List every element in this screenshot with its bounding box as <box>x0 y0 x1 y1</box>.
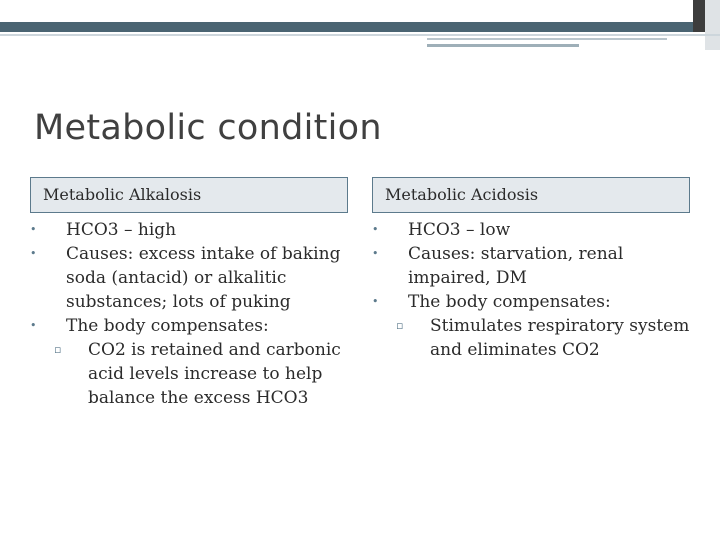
slide-title: Metabolic condition <box>34 108 382 148</box>
bullet-icon: • <box>30 319 37 332</box>
list-item-text: The body compensates: <box>408 292 611 312</box>
top-decorative-bar <box>0 22 720 32</box>
bullet-icon: • <box>30 223 37 236</box>
bullet-icon: • <box>372 223 379 236</box>
decorative-thin-line <box>0 34 720 36</box>
list-item-text: Stimulates respiratory system and eliminates CO2 <box>430 316 690 360</box>
sub-bullet-icon: ▫ <box>54 343 62 356</box>
list-item <box>30 218 348 242</box>
bullet-icon: • <box>372 247 379 260</box>
list-item <box>372 314 690 362</box>
top-right-light-block <box>705 0 720 50</box>
alkalosis-column-header: Metabolic Alkalosis <box>30 177 348 213</box>
list-item-text: Causes: starvation, renal impaired, DM <box>408 244 624 288</box>
acidosis-column-header: Metabolic Acidosis <box>372 177 690 213</box>
decorative-accent-line-short <box>427 44 579 47</box>
list-item <box>372 218 690 242</box>
list-item <box>30 314 348 338</box>
decorative-accent-line <box>427 38 667 40</box>
list-item <box>372 242 690 290</box>
sub-bullet-icon: ▫ <box>396 319 404 332</box>
list-item-text: Causes: excess intake of baking soda (antacid) or alkalitic substances; lots of puking <box>66 244 341 312</box>
list-item <box>30 242 348 314</box>
list-item <box>30 338 348 410</box>
bullet-icon: • <box>372 295 379 308</box>
list-item-text: CO2 is retained and carbonic acid levels increase to help balance the excess HCO3 <box>88 340 341 408</box>
acidosis-bullet-list <box>372 218 690 362</box>
list-item-text: HCO3 – low <box>408 220 511 240</box>
list-item <box>372 290 690 314</box>
bullet-icon: • <box>30 247 37 260</box>
list-item-text: HCO3 – high <box>66 220 177 240</box>
list-item-text: The body compensates: <box>66 316 269 336</box>
alkalosis-bullet-list <box>30 218 348 410</box>
